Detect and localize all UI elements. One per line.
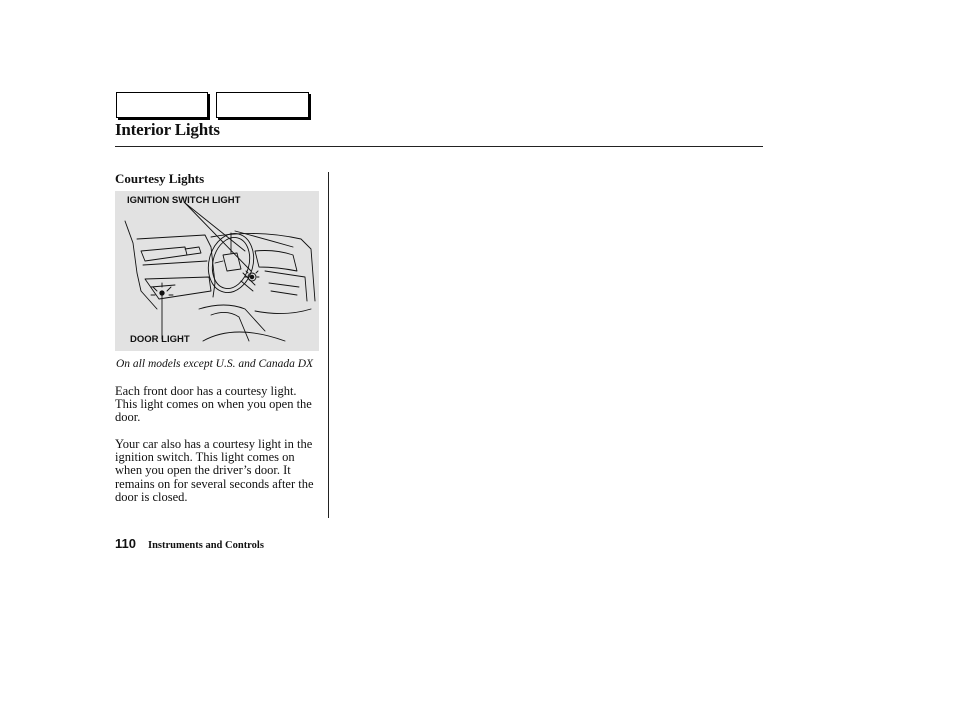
door-light-callout: DOOR LIGHT [130, 334, 190, 345]
nav-tab-next[interactable] [216, 92, 309, 118]
figure-caption: On all models except U.S. and Canada DX [116, 358, 314, 370]
body-paragraph: Each front door has a courtesy light. This light comes on when you open the door. [115, 384, 312, 425]
nav-tab-previous[interactable] [116, 92, 208, 118]
courtesy-lights-illustration [115, 191, 319, 351]
title-divider [115, 146, 763, 147]
page-number: 110 [115, 536, 136, 551]
section-heading: Courtesy Lights [115, 171, 205, 186]
car-interior-drawing [115, 191, 319, 351]
ignition-switch-light-callout: IGNITION SWITCH LIGHT [127, 195, 241, 206]
page-title: Interior Lights [115, 120, 220, 139]
column-divider [328, 172, 329, 518]
body-paragraph: Your car also has a courtesy light in the ignition switch. This light comes on when you open the driver’s door. It remains on for several seconds after the door is closed. [115, 437, 314, 504]
footer-section-name: Instruments and Controls [148, 540, 264, 551]
